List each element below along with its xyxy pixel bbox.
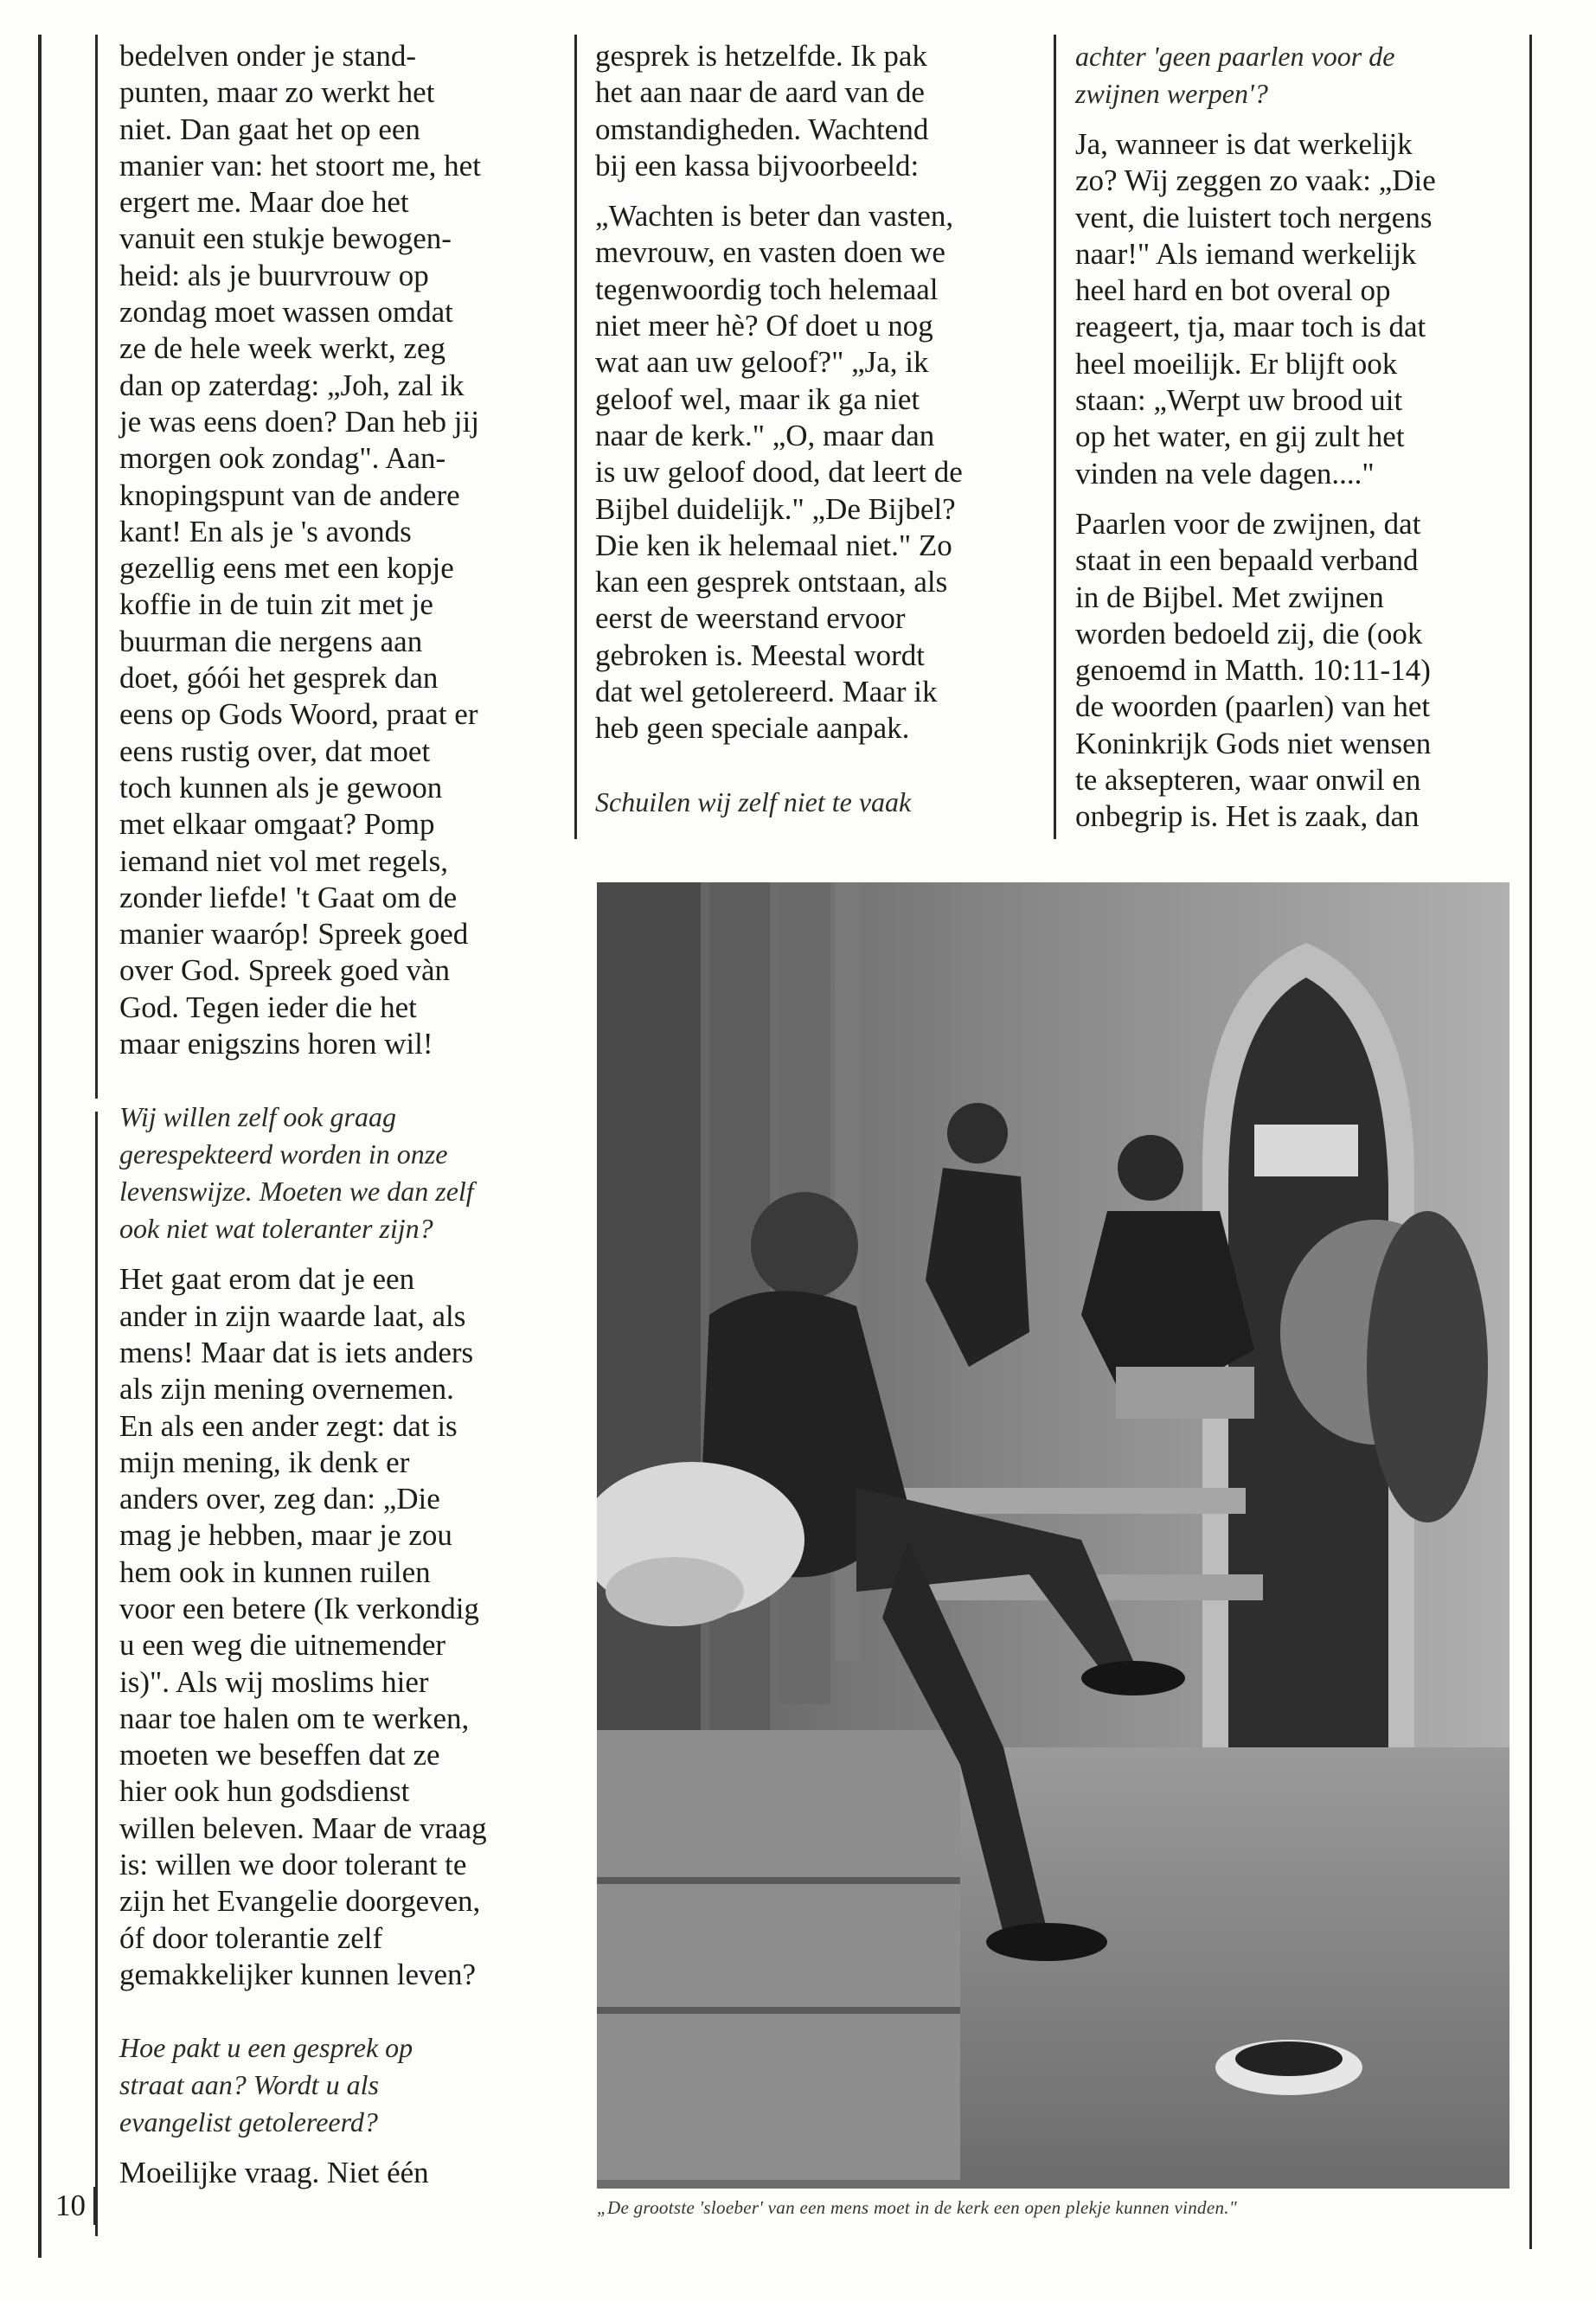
text-line: buurman die nergens aan (119, 624, 423, 658)
text-line: je was eens doen? Dan heb jij (119, 404, 479, 439)
text-line: vent, die luistert toch nergens (1075, 200, 1433, 234)
text-line: naar!" Als iemand werkelijk (1075, 236, 1417, 271)
text-line: God. Tegen ieder die het (119, 990, 417, 1024)
column-rule (1529, 35, 1532, 2249)
question-line: gerespekteerd worden in onze (119, 1138, 448, 1170)
page-number-rule (93, 2187, 96, 2225)
page-edge (38, 35, 42, 2258)
answer-start-line: Moeilijke vraag. Niet één (119, 2156, 429, 2190)
text-line: mens! Maar dat is iets anders (119, 1335, 474, 1369)
paragraph (595, 38, 1045, 184)
text-line: maar enigszins horen wil! (119, 1027, 433, 1061)
text-line: gesprek is hetzelfde. Ik pak (595, 39, 927, 73)
street-photo (597, 882, 1509, 2189)
text-line: Die ken ik helemaal niet." Zo (595, 528, 952, 562)
text-line: eens rustig over, dat moet (119, 734, 431, 768)
text-line: naar toe halen om te werken, (119, 1701, 470, 1735)
text-line: vanuit een stukje bewogen- (119, 221, 452, 256)
text-line: iemand niet vol met regels, (119, 843, 449, 878)
text-line: ergert me. Maar doe het (119, 185, 409, 220)
photo-illustration (597, 882, 1509, 2189)
text-line: is)". Als wij moslims hier (119, 1664, 429, 1699)
text-line: manier van: het stoort me, het (119, 148, 481, 183)
text-line: willen beleven. Maar de vraag (119, 1811, 487, 1845)
text-line: heid: als je buurvrouw op (119, 258, 429, 292)
text-column-3 (1075, 38, 1499, 836)
text-line: op het water, en gij zult het (1075, 420, 1405, 454)
text-line: is: willen we door tolerant te (119, 1848, 467, 1882)
paragraph (1075, 506, 1499, 836)
text-line: reageert, tja, maar toch is dat (1075, 310, 1426, 344)
text-line: u een weg die uitnemender (119, 1628, 446, 1663)
text-column-2 (595, 38, 1045, 821)
text-line: dan op zaterdag: „Joh, zal ik (119, 368, 465, 402)
text-line: Paarlen voor de zwijnen, dat (1075, 506, 1421, 541)
text-line: anders over, zeg dan: „Die (119, 1482, 440, 1516)
text-line: hier ook hun godsdienst (119, 1774, 410, 1809)
interview-question (119, 1099, 569, 1247)
question-line: Wij willen zelf ook graag (119, 1101, 396, 1133)
text-line: dat wel getolereerd. Maar ik (595, 675, 938, 709)
text-line: bedelven onder je stand- (119, 39, 417, 73)
intro-paragraph (119, 38, 569, 1062)
interview-question (119, 2029, 569, 2141)
text-line: ander in zijn waarde laat, als (119, 1298, 466, 1333)
text-line: moeten we beseffen dat ze (119, 1738, 440, 1772)
text-line: eerst de weerstand ervoor (595, 601, 906, 636)
text-line: gemakkelijker kunnen leven? (119, 1957, 477, 1991)
question-line: straat aan? Wordt u als (119, 2069, 379, 2101)
text-line: voor een betere (Ik verkondig (119, 1591, 479, 1625)
text-line: doet, góói het gesprek dan (119, 661, 439, 695)
column-rule (574, 35, 577, 839)
text-line: kan een gesprek ontstaan, als (595, 565, 948, 599)
text-line: worden bedoeld zij, die (ook (1075, 616, 1423, 651)
text-line: morgen ook zondag". Aan- (119, 441, 446, 476)
text-line: niet. Dan gaat het op een (119, 112, 420, 146)
text-line: „Wachten is beter dan vasten, (595, 199, 954, 234)
text-line: vinden na vele dagen...." (1075, 456, 1375, 490)
text-line: tegenwoordig toch helemaal (595, 272, 939, 306)
column-rule (1054, 35, 1056, 839)
text-line: niet meer hè? Of doet u nog (595, 309, 933, 343)
text-line: Ja, wanneer is dat werkelijk (1075, 127, 1413, 161)
text-line: heb geen speciale aanpak. (595, 711, 910, 746)
text-line: in de Bijbel. Met zwijnen (1075, 580, 1384, 614)
text-line: zo? Wij zeggen zo vaak: „Die (1075, 163, 1436, 198)
text-line: óf door tolerantie zelf (119, 1920, 383, 1955)
text-line: gebroken is. Meestal wordt (595, 638, 926, 672)
text-line: omstandigheden. Wachtend (595, 112, 929, 146)
text-line: staat in een bepaald verband (1075, 543, 1419, 578)
page-number: 10 (55, 2189, 86, 2222)
text-line: zijn het Evangelie doorgeven, (119, 1884, 481, 1919)
question-line: evangelist getolereerd? (119, 2106, 378, 2138)
column-rule (95, 1112, 98, 2236)
text-line: naar de kerk." „O, maar dan (595, 418, 935, 452)
text-line: toch kunnen als je gewoon (119, 770, 443, 804)
text-line: mijn mening, ik denk er (119, 1445, 410, 1479)
question-line: achter 'geen paarlen voor de (1075, 41, 1395, 72)
interview-question: Schuilen wij zelf niet te vaak (595, 785, 912, 817)
text-line: onbegrip is. Het is zaak, dan (1075, 799, 1420, 834)
dialogue-paragraph (595, 198, 1045, 747)
text-line: gezellig eens met een kopje (119, 551, 454, 586)
text-line: mevrouw, en vasten doen we (595, 235, 945, 270)
text-line: bij een kassa bijvoorbeeld: (595, 148, 920, 183)
text-line: Het gaat erom dat je een (119, 1262, 415, 1297)
text-line: Koninkrijk Gods niet wensen (1075, 726, 1432, 760)
text-line: knopingspunt van de andere (119, 478, 460, 512)
text-line: manier waaróp! Spreek goed (119, 917, 469, 952)
text-line: En als een ander zegt: dat is (119, 1408, 458, 1443)
text-line: over God. Spreek goed vàn (119, 953, 450, 988)
question-line: levenswijze. Moeten we dan zelf (119, 1176, 474, 1208)
answer-paragraph (119, 1261, 569, 1993)
text-line: de woorden (paarlen) van het (1075, 689, 1431, 724)
text-column-1 (119, 38, 569, 2192)
text-line: eens op Gods Woord, praat er (119, 697, 478, 732)
question-line: Hoe pakt u een gesprek op (119, 2032, 413, 2064)
photo-caption: „De grootste 'sloeber' van een mens moet in de kerk een open plekje kunnen vinden." (597, 2197, 1237, 2218)
text-line: koffie in de tuin zit met je (119, 587, 433, 622)
text-line: als zijn mening overnemen. (119, 1372, 454, 1407)
text-line: punten, maar zo werkt het (119, 75, 435, 110)
question-line: zwijnen werpen'? (1075, 78, 1268, 109)
text-line: wat aan uw geloof?" „Ja, ik (595, 345, 929, 380)
text-line: te aksepteren, waar onwil en (1075, 763, 1421, 798)
text-line: Bijbel duidelijk." „De Bijbel? (595, 491, 956, 526)
text-line: het aan naar de aard van de (595, 75, 925, 110)
column-rule (95, 35, 98, 1099)
text-line: is uw geloof dood, dat leert de (595, 455, 963, 490)
text-line: genoemd in Matth. 10:11-14) (1075, 653, 1431, 688)
text-line: staan: „Werpt uw brood uit (1075, 383, 1403, 418)
text-line: hem ook in kunnen ruilen (119, 1554, 431, 1589)
text-line: ze de hele week werkt, zeg (119, 331, 446, 366)
text-line: met elkaar omgaat? Pomp (119, 807, 435, 842)
text-line: kant! En als je 's avonds (119, 514, 412, 548)
text-line: geloof wel, maar ik ga niet (595, 381, 920, 416)
text-line: zondag moet wassen omdat (119, 295, 453, 330)
text-line: zonder liefde! 't Gaat om de (119, 880, 458, 914)
answer-paragraph (1075, 126, 1499, 492)
question-line: ook niet wat toleranter zijn? (119, 1213, 433, 1245)
text-line: mag je hebben, maar je zou (119, 1518, 452, 1553)
interview-question (1075, 38, 1499, 112)
text-line: heel moeilijk. Er blijft ook (1075, 346, 1398, 381)
text-line: heel hard en bot overal op (1075, 273, 1391, 308)
